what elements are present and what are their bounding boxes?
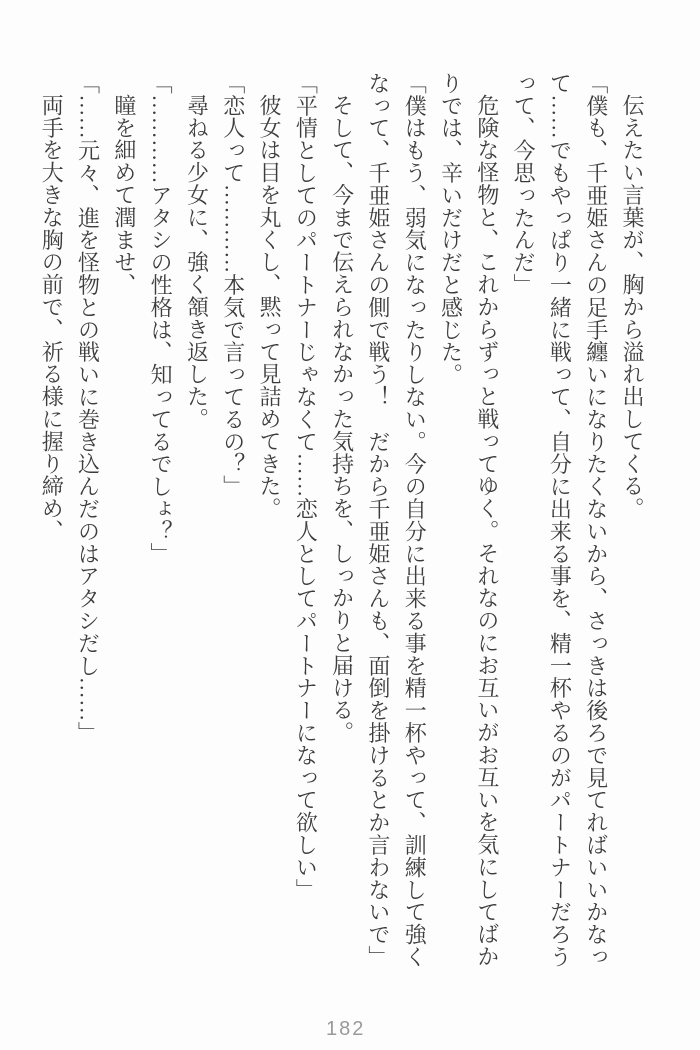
text-line: って、今思ったんだ」 xyxy=(511,72,537,296)
text-line: 「平情としてのパートナーじゃなくて……恋人としてパートナーになって欲しい」 xyxy=(293,72,319,901)
text-line: 「…………アタシの性格は、知ってるでしょ？」 xyxy=(148,72,174,565)
text-line: 伝えたい言葉が、胸から溢れ出してくる。 xyxy=(620,94,645,520)
text-line: りでは、辛いだけだと感じた。 xyxy=(438,72,464,386)
text-line: 彼女は目を丸くし、黙って見詰めてきた。 xyxy=(257,94,283,520)
text-line: 「恋人って…………本気で言ってるの？」 xyxy=(220,72,246,498)
text-line: そして、今まで伝えられなかった気持ちを、しっかりと届ける。 xyxy=(329,94,355,744)
text-line: 「……元々、進を怪物との戦いに巻き込んだのはアタシだし……」 xyxy=(75,72,101,744)
text-line: なって、千亜姫さんの側で戦う！ だから千亜姫さんも、面倒を掛けるとか言わないで」 xyxy=(365,72,391,968)
text-line: 「僕はもう、弱気になったりしない。今の自分に出来る事を精一杯やって、訓練して強く xyxy=(402,72,428,968)
text-line: 尋ねる少女に、強く頷き返した。 xyxy=(184,94,210,430)
text-line: 瞳を細めて潤ませ、 xyxy=(111,94,137,296)
text-line: 両手を大きな胸の前で、祈る様に握り締め、 xyxy=(39,94,65,542)
text-line: 「僕も、千亜姫さんの足手纏いになりたくないから、さっきは後ろで見てればいいかなっ xyxy=(583,72,609,968)
text-line: て……でもやっぱり一緒に戦って、自分に出来る事を、精一杯やるのがパートナーだろう xyxy=(547,72,573,968)
vertical-text-block xyxy=(33,72,650,974)
text-line: 危険な怪物と、これからずっと戦ってゆく。それなのにお互いがお互いを気にしてばか xyxy=(474,94,500,968)
page-number: 182 xyxy=(326,1018,366,1040)
